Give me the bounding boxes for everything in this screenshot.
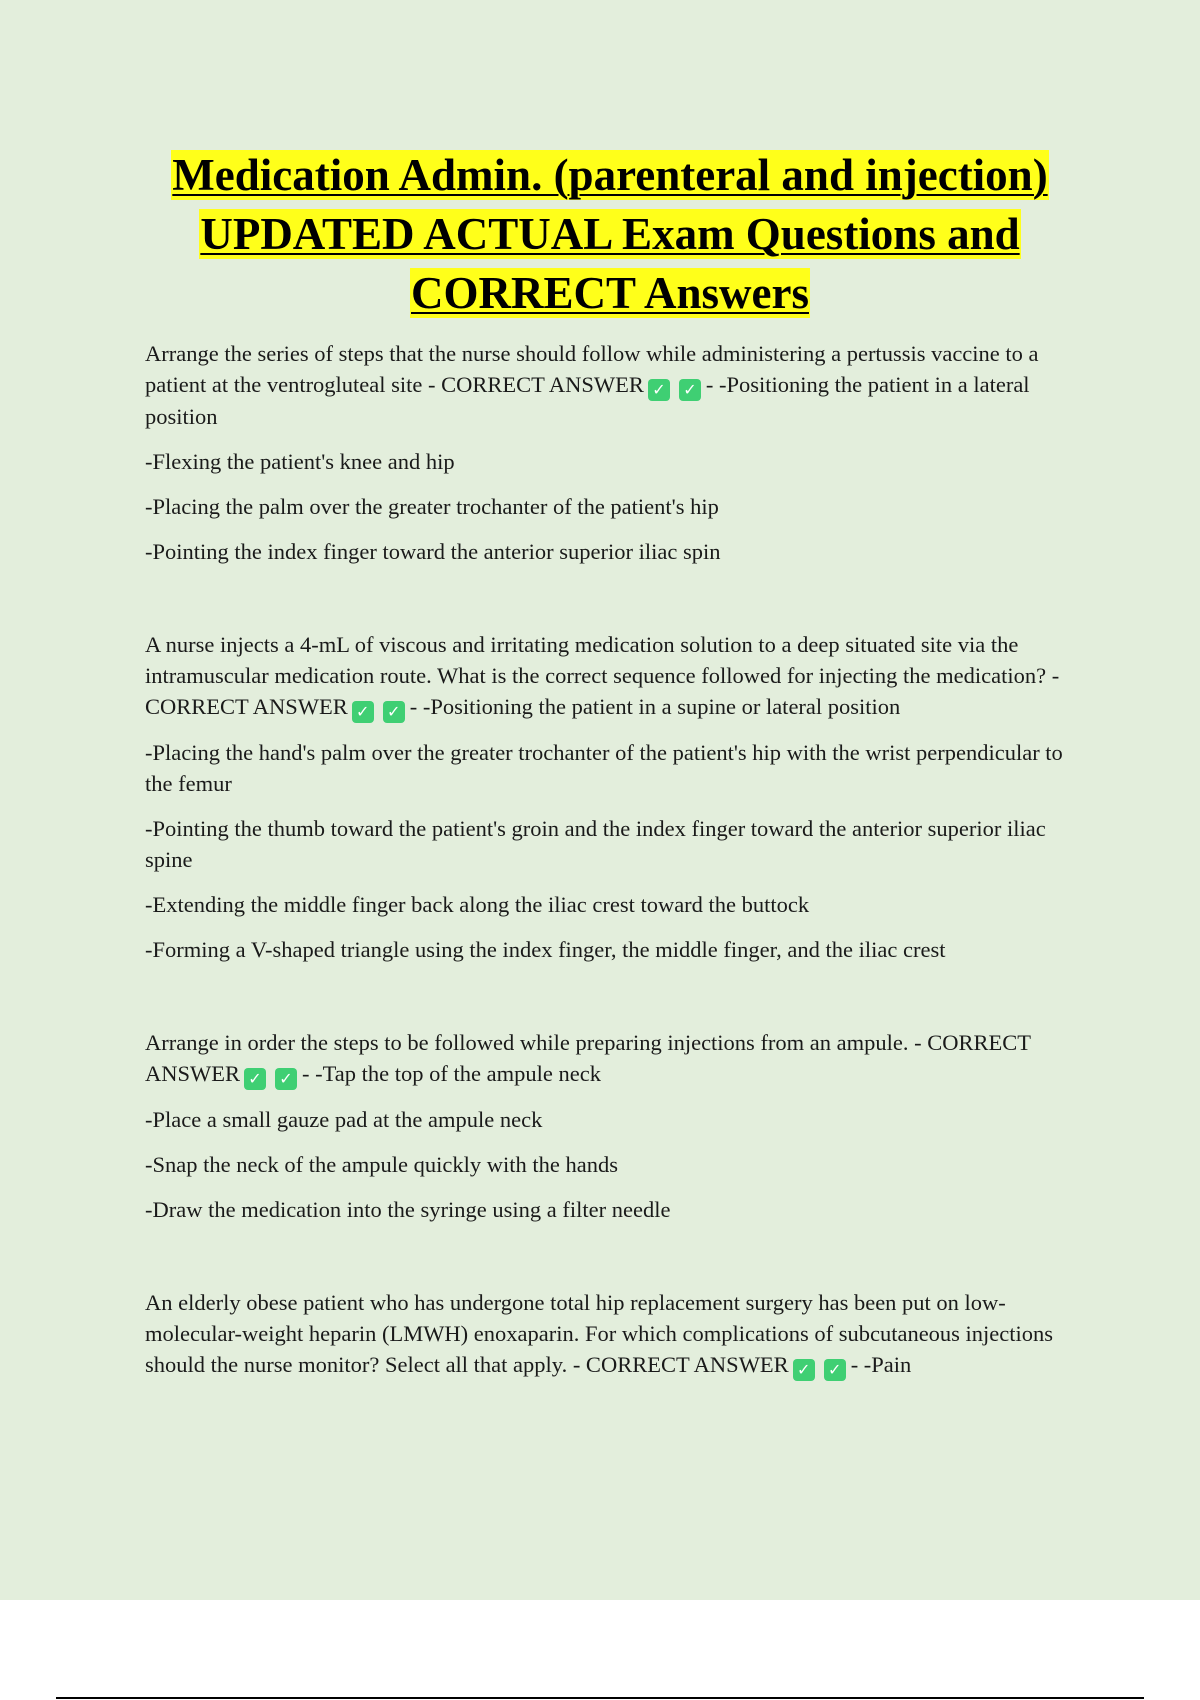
answer-first-step: - -Positioning the patient in a supine or lateral position bbox=[409, 694, 901, 719]
answer-step: -Pointing the thumb toward the patient's groin and the index finger toward the anterior superior iliac spine bbox=[145, 816, 1046, 872]
footer-divider bbox=[56, 1697, 1144, 1699]
qa-list bbox=[145, 338, 1095, 1381]
title-line: Medication Admin. (parenteral and injection) bbox=[172, 150, 1048, 200]
title-line: UPDATED ACTUAL Exam Questions and bbox=[200, 209, 1020, 259]
answer-step: -Pointing the index finger toward the anterior superior iliac spin bbox=[145, 539, 721, 564]
check-icon: ✓ bbox=[352, 701, 374, 723]
qa-item-3 bbox=[145, 1027, 1095, 1225]
check-icon: ✓ bbox=[275, 1068, 297, 1090]
check-icon: ✓ bbox=[244, 1068, 266, 1090]
check-icon: ✓ bbox=[793, 1359, 815, 1381]
qa-item-4 bbox=[145, 1287, 1095, 1381]
answer-step: -Place a small gauze pad at the ampule neck bbox=[145, 1107, 543, 1132]
question-text bbox=[145, 629, 1095, 723]
question-text bbox=[145, 1287, 1095, 1381]
qa-item-1 bbox=[145, 338, 1095, 567]
title-line: CORRECT Answers bbox=[411, 268, 809, 318]
question-prompt: Arrange the series of steps that the nurse should follow while administering a pertussis vaccine to a patient at the ventrogluteal site - CORRECT ANSWER bbox=[145, 341, 1039, 397]
answer-step: -Snap the neck of the ampule quickly with the hands bbox=[145, 1152, 619, 1177]
question-prompt: An elderly obese patient who has undergone total hip replacement surgery has been put on low-molecular-weight heparin (LMWH) enoxaparin. For which complications of subcutaneous injections should the nurse monitor? Select all that apply. - CORRECT ANSWER bbox=[145, 1290, 1054, 1377]
check-icon: ✓ bbox=[824, 1359, 846, 1381]
answer-step: -Extending the middle finger back along the iliac crest toward the buttock bbox=[145, 892, 810, 917]
answer-step: -Placing the hand's palm over the greater trochanter of the patient's hip with the wrist perpendicular to the femur bbox=[145, 740, 1063, 796]
answer-step: -Flexing the patient's knee and hip bbox=[145, 449, 455, 474]
question-prompt: A nurse injects a 4-mL of viscous and irritating medication solution to a deep situated site via the intramuscular medication route. What is the correct sequence followed for injecting the medication? - CORRECT ANSWER bbox=[145, 632, 1060, 719]
question-text bbox=[145, 338, 1095, 432]
answer-first-step: - -Tap the top of the ampule neck bbox=[302, 1061, 601, 1086]
check-icon: ✓ bbox=[679, 379, 701, 401]
check-icon: ✓ bbox=[648, 379, 670, 401]
qa-item-2 bbox=[145, 629, 1095, 965]
answer-first-step: - -Positioning the patient in a lateral position bbox=[145, 372, 1030, 429]
answer-step: -Forming a V-shaped triangle using the index finger, the middle finger, and the iliac crest bbox=[145, 937, 946, 962]
answer-step: -Placing the palm over the greater trochanter of the patient's hip bbox=[145, 494, 719, 519]
check-icon: ✓ bbox=[383, 701, 405, 723]
answer-first-step: - -Pain bbox=[850, 1352, 912, 1377]
question-text bbox=[145, 1027, 1095, 1090]
answer-step: -Draw the medication into the syringe using a filter needle bbox=[145, 1197, 671, 1222]
document-title bbox=[130, 146, 1090, 323]
question-prompt: Arrange in order the steps to be followed while preparing injections from an ampule. - CORRECT ANSWER bbox=[145, 1030, 1031, 1086]
